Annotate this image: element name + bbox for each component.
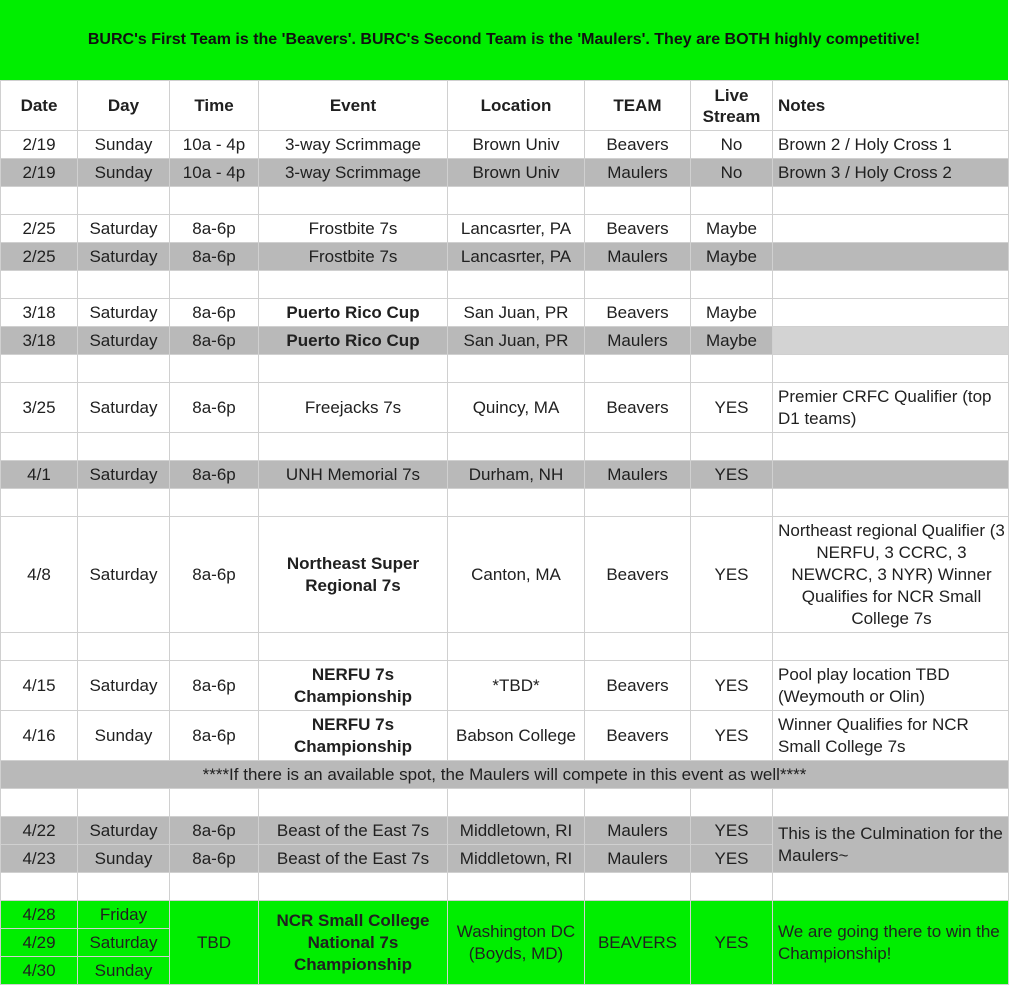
spacer-row xyxy=(1,873,1009,901)
cell-team: Beavers xyxy=(585,215,691,243)
col-team: TEAM xyxy=(585,81,691,131)
cell-time: 8a-6p xyxy=(170,215,259,243)
cell-time: 8a-6p xyxy=(170,661,259,711)
cell-date: 3/18 xyxy=(1,327,78,355)
cell-date: 4/30 xyxy=(1,957,78,985)
cell-team: Maulers xyxy=(585,243,691,271)
cell-date: 2/19 xyxy=(1,159,78,187)
cell-live: Maybe xyxy=(691,215,773,243)
mauler-note-row xyxy=(1,761,1009,789)
header-row xyxy=(1,81,1009,131)
cell-live: YES xyxy=(691,817,773,845)
cell-live: Maybe xyxy=(691,243,773,271)
cell-notes: Brown 3 / Holy Cross 2 xyxy=(773,159,1009,187)
cell-event: NCR Small College National 7s Championship xyxy=(259,901,448,985)
cell-day: Sunday xyxy=(78,957,170,985)
cell-team: Beavers xyxy=(585,299,691,327)
cell-date: 2/25 xyxy=(1,215,78,243)
cell-day: Saturday xyxy=(78,929,170,957)
cell-notes: Premier CRFC Qualifier (top D1 teams) xyxy=(773,383,1009,433)
cell-time: 8a-6p xyxy=(170,461,259,489)
cell-event: NERFU 7s Championship xyxy=(259,661,448,711)
cell-team: Maulers xyxy=(585,461,691,489)
cell-notes: Pool play location TBD (Weymouth or Olin) xyxy=(773,661,1009,711)
cell-date: 4/16 xyxy=(1,711,78,761)
cell-team: BEAVERS xyxy=(585,901,691,985)
header-banner: BURC's First Team is the 'Beavers'. BURC's Second Team is the 'Maulers'. They are BOTH highly competitive! xyxy=(0,0,1008,80)
table-row xyxy=(1,159,1009,187)
cell-team: Beavers xyxy=(585,131,691,159)
cell-day: Friday xyxy=(78,901,170,929)
cell-date: 4/28 xyxy=(1,901,78,929)
cell-time: 8a-6p xyxy=(170,327,259,355)
table-row xyxy=(1,661,1009,711)
cell-live: Maybe xyxy=(691,327,773,355)
cell-time: TBD xyxy=(170,901,259,985)
cell-day: Saturday xyxy=(78,327,170,355)
cell-date: 4/8 xyxy=(1,517,78,633)
cell-time: 8a-6p xyxy=(170,845,259,873)
cell-day: Saturday xyxy=(78,243,170,271)
spacer-row xyxy=(1,789,1009,817)
cell-event: Frostbite 7s xyxy=(259,243,448,271)
cell-live: YES xyxy=(691,901,773,985)
cell-time: 8a-6p xyxy=(170,517,259,633)
table-row xyxy=(1,461,1009,489)
table-row xyxy=(1,383,1009,433)
cell-live: YES xyxy=(691,711,773,761)
cell-date: 4/22 xyxy=(1,817,78,845)
table-row xyxy=(1,215,1009,243)
cell-event: NERFU 7s Championship xyxy=(259,711,448,761)
cell-date: 4/29 xyxy=(1,929,78,957)
cell-location: Washington DC (Boyds, MD) xyxy=(448,901,585,985)
cell-day: Sunday xyxy=(78,131,170,159)
cell-location: *TBD* xyxy=(448,661,585,711)
cell-date: 3/25 xyxy=(1,383,78,433)
cell-team: Maulers xyxy=(585,327,691,355)
cell-day: Saturday xyxy=(78,215,170,243)
table-row xyxy=(1,131,1009,159)
cell-time: 10a - 4p xyxy=(170,159,259,187)
cell-location: Lancasrter, PA xyxy=(448,215,585,243)
cell-live: YES xyxy=(691,517,773,633)
col-notes: Notes xyxy=(773,81,1009,131)
cell-event: UNH Memorial 7s xyxy=(259,461,448,489)
cell-day: Saturday xyxy=(78,383,170,433)
col-live-stream: Live Stream xyxy=(691,81,773,131)
cell-team: Maulers xyxy=(585,845,691,873)
cell-location: Middletown, RI xyxy=(448,845,585,873)
cell-time: 8a-6p xyxy=(170,817,259,845)
cell-location: Brown Univ xyxy=(448,131,585,159)
cell-day: Saturday xyxy=(78,517,170,633)
cell-event: 3-way Scrimmage xyxy=(259,131,448,159)
cell-time: 8a-6p xyxy=(170,299,259,327)
cell-date: 2/19 xyxy=(1,131,78,159)
mauler-note: ****If there is an available spot, the Maulers will compete in this event as well**** xyxy=(1,761,1009,789)
cell-event: Puerto Rico Cup xyxy=(259,327,448,355)
col-time: Time xyxy=(170,81,259,131)
cell-live: No xyxy=(691,131,773,159)
cell-date: 3/18 xyxy=(1,299,78,327)
cell-day: Saturday xyxy=(78,299,170,327)
spacer-row xyxy=(1,633,1009,661)
spacer-row xyxy=(1,271,1009,299)
cell-live: YES xyxy=(691,661,773,711)
cell-time: 10a - 4p xyxy=(170,131,259,159)
cell-event: Beast of the East 7s xyxy=(259,845,448,873)
col-event: Event xyxy=(259,81,448,131)
cell-day: Saturday xyxy=(78,817,170,845)
cell-day: Saturday xyxy=(78,461,170,489)
cell-time: 8a-6p xyxy=(170,243,259,271)
cell-location: Middletown, RI xyxy=(448,817,585,845)
cell-event: Northeast Super Regional 7s xyxy=(259,517,448,633)
cell-notes: Brown 2 / Holy Cross 1 xyxy=(773,131,1009,159)
cell-live: YES xyxy=(691,461,773,489)
cell-location: San Juan, PR xyxy=(448,299,585,327)
cell-live: YES xyxy=(691,845,773,873)
spacer-row xyxy=(1,187,1009,215)
cell-team: Beavers xyxy=(585,383,691,433)
cell-team: Beavers xyxy=(585,661,691,711)
table-row xyxy=(1,711,1009,761)
table-row xyxy=(1,327,1009,355)
cell-location: Durham, NH xyxy=(448,461,585,489)
cell-team: Beavers xyxy=(585,517,691,633)
col-location: Location xyxy=(448,81,585,131)
cell-location: Brown Univ xyxy=(448,159,585,187)
cell-time: 8a-6p xyxy=(170,711,259,761)
cell-event: Freejacks 7s xyxy=(259,383,448,433)
cell-location: Lancasrter, PA xyxy=(448,243,585,271)
cell-day: Sunday xyxy=(78,159,170,187)
cell-notes xyxy=(773,243,1009,271)
col-day: Day xyxy=(78,81,170,131)
spacer-row xyxy=(1,489,1009,517)
schedule-table xyxy=(0,80,1009,985)
cell-location: Canton, MA xyxy=(448,517,585,633)
table-row xyxy=(1,817,1009,845)
table-row xyxy=(1,517,1009,633)
cell-location: Babson College xyxy=(448,711,585,761)
cell-team: Maulers xyxy=(585,817,691,845)
cell-notes xyxy=(773,461,1009,489)
cell-event: 3-way Scrimmage xyxy=(259,159,448,187)
col-date: Date xyxy=(1,81,78,131)
cell-date: 2/25 xyxy=(1,243,78,271)
cell-time: 8a-6p xyxy=(170,383,259,433)
cell-day: Sunday xyxy=(78,845,170,873)
table-row xyxy=(1,243,1009,271)
cell-team: Maulers xyxy=(585,159,691,187)
cell-location: Quincy, MA xyxy=(448,383,585,433)
cell-notes xyxy=(773,215,1009,243)
cell-date: 4/15 xyxy=(1,661,78,711)
cell-notes xyxy=(773,327,1009,355)
cell-team: Beavers xyxy=(585,711,691,761)
cell-notes: Winner Qualifies for NCR Small College 7s xyxy=(773,711,1009,761)
cell-location: San Juan, PR xyxy=(448,327,585,355)
table-row xyxy=(1,901,1009,929)
spacer-row xyxy=(1,355,1009,383)
cell-live: No xyxy=(691,159,773,187)
cell-day: Sunday xyxy=(78,711,170,761)
cell-event: Frostbite 7s xyxy=(259,215,448,243)
cell-notes: We are going there to win the Championship! xyxy=(773,901,1009,985)
cell-event: Puerto Rico Cup xyxy=(259,299,448,327)
cell-day: Saturday xyxy=(78,661,170,711)
table-row xyxy=(1,299,1009,327)
cell-live: YES xyxy=(691,383,773,433)
cell-date: 4/23 xyxy=(1,845,78,873)
cell-event: Beast of the East 7s xyxy=(259,817,448,845)
cell-notes xyxy=(773,299,1009,327)
cell-notes: This is the Culmination for the Maulers~ xyxy=(773,817,1009,873)
spacer-row xyxy=(1,433,1009,461)
cell-live: Maybe xyxy=(691,299,773,327)
cell-date: 4/1 xyxy=(1,461,78,489)
cell-notes: Northeast regional Qualifier (3 NERFU, 3 CCRC, 3 NEWCRC, 3 NYR) Winner Qualifies for NCR Small College 7s xyxy=(773,517,1009,633)
